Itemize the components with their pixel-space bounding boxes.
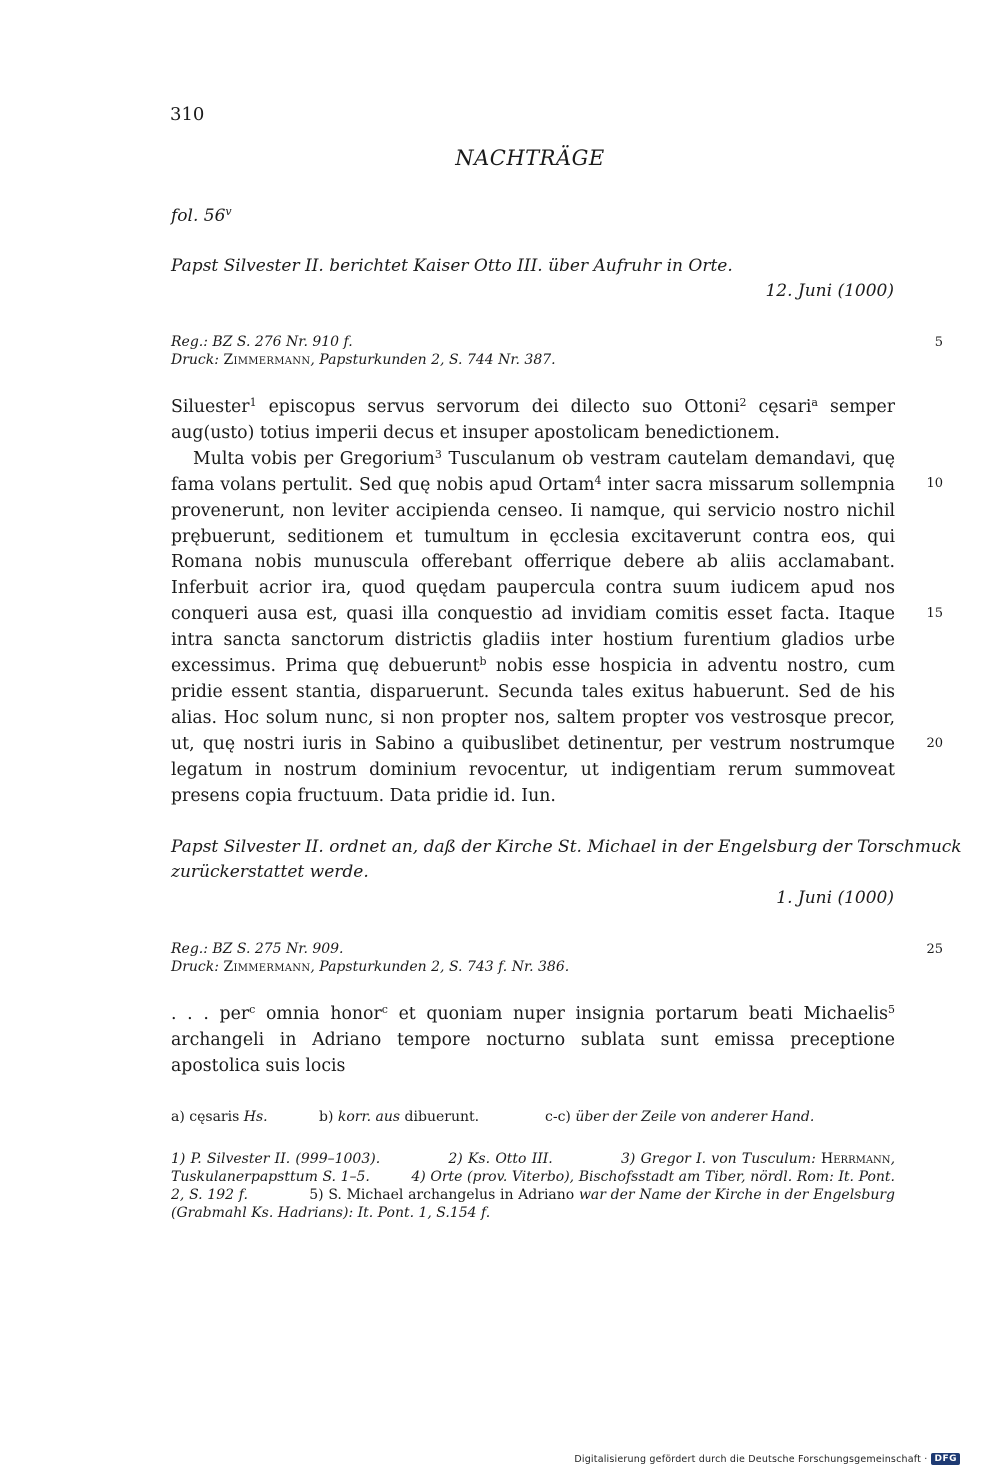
doc2-text [171, 1002, 895, 1080]
variant-a: a) cęsaris Hs. [171, 1109, 268, 1125]
footnote-3: 3) Gregor I. von Tusculum: Herrmann, Tuskulanerpapsttum S. 1–5. [171, 1151, 896, 1185]
doc1-paragraph-2: Multa vobis per Gregorium$^3$ Tusculanum ob vestram cautelam demandavi, quę fama volans pertulit. Sed quę nobis apud Ortam$^4$ inter sacra missarum sollempnia provenerunt, non leviter accipienda censeo. Ii namque, qui servicio nostro nichil prębuerunt, seditionem et tumultum in ęcclesia excitaverunt contra eos, qui Romana nobis munuscula offerebant offerrique debere ab aliis acclamabant. Inferbuit acrior ira, quod quędam paupercula contra suum iudicem apud nos conqueri ausa est, quasi illa conquestio ad invidiam comitis esset facta. Itaque intra sancta sanctorum districtis gladiis inter hostium furentium gladios urbe excessimus. Prima quę debuerunt$^b$ nobis esse hospicia in adventu nostro, cum pridie essent stantia, disparuerunt. Secunda tales exitus habuerunt. Sed de his alias. Hoc solum nunc, si non propter nos, saltem propter vos vestrosque precor, ut, quę nostri iuris in Sabino a quibuslibet detinentur, per vestrum nostrumque legatum in nostrum dominium revocentur, ut indigentiam rerum summoveat presens copia fructuum. Data pridie id. Iun. [171, 447, 896, 806]
doc2-references [171, 940, 569, 976]
variant-apparatus [171, 1108, 895, 1126]
doc2-paragraph-1: . . . per$^c$ omnia honor$^c$ et quoniam nuper insignia portarum beati Michaelis$^5$ archangeli in Adriano tempore nocturno sublata sunt emissa preceptione apostolica suis locis [171, 1003, 895, 1076]
doc1-regest: Reg.: BZ S. 276 Nr. 910 f. [171, 334, 353, 350]
doc1-druck: Druck: Zimmermann, Papsturkunden 2, S. 744 Nr. 387. [171, 352, 556, 368]
digitization-credit [574, 1453, 960, 1465]
line-number: 10 [926, 476, 943, 491]
line-number: 15 [926, 606, 943, 621]
footnote-5: 5) S. Michael archangelus in Adriano war der Name der Kirche in der Engelsburg (Grabmahl Ks. Hadrians): It. Pont. 1, S.154 f. [171, 1187, 895, 1221]
variant-c: c-c) über der Zeile von anderer Hand. [545, 1109, 815, 1125]
line-number: 25 [926, 942, 943, 957]
footnotes [171, 1150, 895, 1222]
folio-reference: fol. 56$^v$ [171, 205, 232, 226]
doc2-druck: Druck: Zimmermann, Papsturkunden 2, S. 743 f. Nr. 386. [171, 959, 570, 975]
credit-text: Digitalisierung gefördert durch die Deutsche Forschungsgemeinschaft · [574, 1453, 928, 1465]
doc1-text [171, 395, 895, 810]
page-number: 310 [170, 104, 205, 125]
doc2-date: 1. Juni (1000) [776, 888, 894, 908]
doc1-references [171, 333, 556, 369]
doc2-title-line-2: zurückerstattet werde. [171, 862, 369, 882]
doc1-paragraph-1: Siluester$^1$ episcopus servus servorum dei dilecto suo Ottoni$^2$ cęsari$^a$ semper aug(usto) totius imperii decus et insuper apostolicam benedictionem. [171, 396, 896, 443]
page-heading: NACHTRÄGE [455, 146, 605, 170]
doc2-title-line-1: Papst Silvester II. ordnet an, daß der Kirche St. Michael in der Engelsburg der Torschmuck [171, 837, 962, 857]
footnote-2: 2) Ks. Otto III. [448, 1151, 553, 1167]
doc1-title: Papst Silvester II. berichtet Kaiser Otto III. über Aufruhr in Orte. [171, 256, 733, 276]
doc1-date: 12. Juni (1000) [765, 281, 894, 301]
dfg-logo-icon: DFG [931, 1453, 960, 1465]
doc2-regest: Reg.: BZ S. 275 Nr. 909. [171, 941, 344, 957]
variant-b: b) korr. aus dibuerunt. [319, 1109, 480, 1125]
line-number: 5 [934, 335, 943, 350]
footnote-4: 4) Orte (prov. Viterbo), Bischofsstadt am Tiber, nördl. Rom: It. Pont. 2, S. 192 f. [171, 1169, 895, 1203]
footnote-1: 1) P. Silvester II. (999–1003). [171, 1151, 381, 1167]
line-number: 20 [926, 736, 943, 751]
